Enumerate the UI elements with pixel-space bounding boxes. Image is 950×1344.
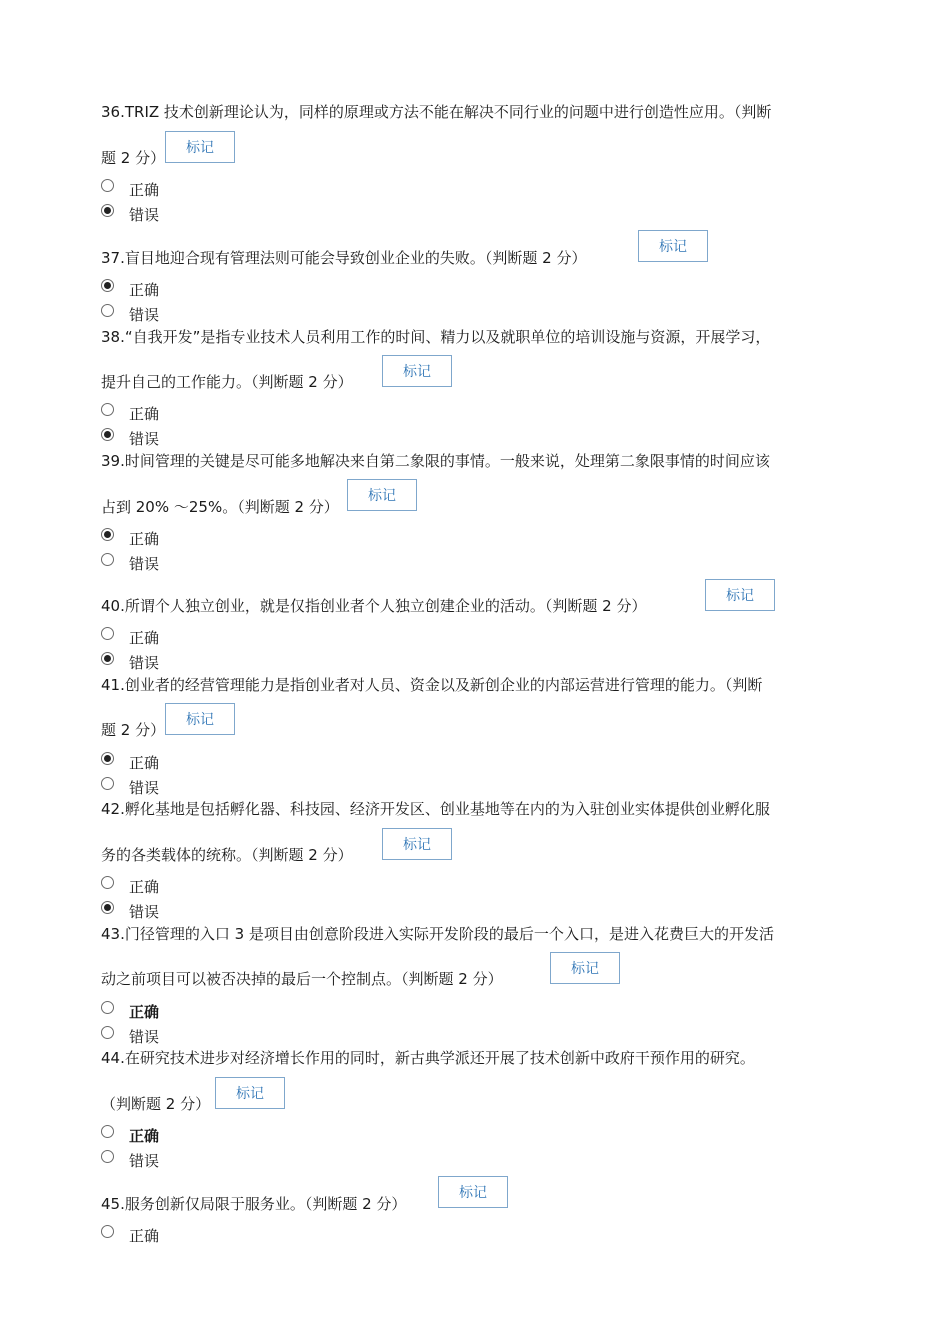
mark-button[interactable]: 标记	[705, 579, 775, 611]
option-false[interactable]: 错误	[101, 1024, 114, 1044]
radio-true[interactable]	[101, 279, 114, 292]
radio-false[interactable]	[101, 1150, 114, 1163]
radio-true[interactable]	[101, 403, 114, 416]
radio-true[interactable]	[101, 627, 114, 640]
radio-true[interactable]	[101, 179, 114, 192]
option-true[interactable]: 正确	[101, 277, 114, 297]
radio-false[interactable]	[101, 304, 114, 317]
option-false[interactable]: 错误	[101, 202, 114, 222]
radio-false[interactable]	[101, 652, 114, 665]
question-text-cont: 占到 20% ～25%。（判断题 2 分）	[101, 498, 339, 516]
radio-true[interactable]	[101, 752, 114, 765]
option-false[interactable]: 错误	[101, 775, 114, 795]
radio-false[interactable]	[101, 553, 114, 566]
question-text: 38.“自我开发”是指专业技术人员利用工作的时间、精力以及就职单位的培训设施与资源，开展学习，	[101, 328, 771, 346]
radio-false[interactable]	[101, 901, 114, 914]
question-text-cont: 务的各类载体的统称。（判断题 2 分）	[101, 846, 353, 864]
question-text-cont: （判断题 2 分）	[101, 1095, 211, 1113]
option-true[interactable]: 正确	[101, 750, 114, 770]
mark-button[interactable]: 标记	[550, 952, 620, 984]
radio-false[interactable]	[101, 1026, 114, 1039]
question-text: 45.服务创新仅局限于服务业。（判断题 2 分）	[101, 1195, 407, 1213]
radio-true[interactable]	[101, 876, 114, 889]
question-text-cont: 动之前项目可以被否决掉的最后一个控制点。（判断题 2 分）	[101, 970, 503, 988]
question-text: 40.所谓个人独立创业，就是仅指创业者个人独立创建企业的活动。（判断题 2 分）	[101, 597, 647, 615]
option-true[interactable]: 正确	[101, 526, 114, 546]
question-text-cont: 提升自己的工作能力。（判断题 2 分）	[101, 373, 353, 391]
question-text: 41.创业者的经营管理能力是指创业者对人员、资金以及新创企业的内部运营进行管理的能力。（判断	[101, 676, 763, 694]
option-true[interactable]: 正确	[101, 1223, 114, 1243]
mark-button[interactable]: 标记	[438, 1176, 508, 1208]
radio-true[interactable]	[101, 1225, 114, 1238]
option-false[interactable]: 错误	[101, 551, 114, 571]
radio-false[interactable]	[101, 428, 114, 441]
question-text: 36.TRIZ 技术创新理论认为，同样的原理或方法不能在解决不同行业的问题中进行创造性应用。（判断	[101, 103, 772, 121]
mark-button[interactable]: 标记	[215, 1077, 285, 1109]
option-false[interactable]: 错误	[101, 899, 114, 919]
mark-button[interactable]: 标记	[638, 230, 708, 262]
option-true[interactable]: 正确	[101, 625, 114, 645]
option-true[interactable]: 正确	[101, 874, 114, 894]
mark-button[interactable]: 标记	[347, 479, 417, 511]
question-text-cont: 题 2 分）	[101, 721, 166, 739]
option-false[interactable]: 错误	[101, 426, 114, 446]
option-true[interactable]: 正确	[101, 999, 114, 1019]
question-text: 42.孵化基地是包括孵化器、科技园、经济开发区、创业基地等在内的为入驻创业实体提供创业孵化服	[101, 800, 770, 818]
mark-button[interactable]: 标记	[382, 355, 452, 387]
radio-true[interactable]	[101, 1125, 114, 1138]
radio-false[interactable]	[101, 204, 114, 217]
question-text: 37.盲目地迎合现有管理法则可能会导致创业企业的失败。（判断题 2 分）	[101, 249, 587, 267]
mark-button[interactable]: 标记	[382, 828, 452, 860]
option-true[interactable]: 正确	[101, 1123, 114, 1143]
option-false[interactable]: 错误	[101, 302, 114, 322]
option-false[interactable]: 错误	[101, 650, 114, 670]
mark-button[interactable]: 标记	[165, 131, 235, 163]
question-text: 39.时间管理的关键是尽可能多地解决来自第二象限的事情。一般来说，处理第二象限事情的时间应该	[101, 452, 770, 470]
option-false[interactable]: 错误	[101, 1148, 114, 1168]
option-true[interactable]: 正确	[101, 401, 114, 421]
radio-true[interactable]	[101, 1001, 114, 1014]
question-text: 44.在研究技术进步对经济增长作用的同时，新古典学派还开展了技术创新中政府干预作用的研究。	[101, 1049, 755, 1067]
option-true[interactable]: 正确	[101, 177, 114, 197]
radio-true[interactable]	[101, 528, 114, 541]
question-text-cont: 题 2 分）	[101, 149, 166, 167]
mark-button[interactable]: 标记	[165, 703, 235, 735]
question-text: 43.门径管理的入口 3 是项目由创意阶段进入实际开发阶段的最后一个入口，是进入花费巨大的开发活	[101, 925, 774, 943]
radio-false[interactable]	[101, 777, 114, 790]
